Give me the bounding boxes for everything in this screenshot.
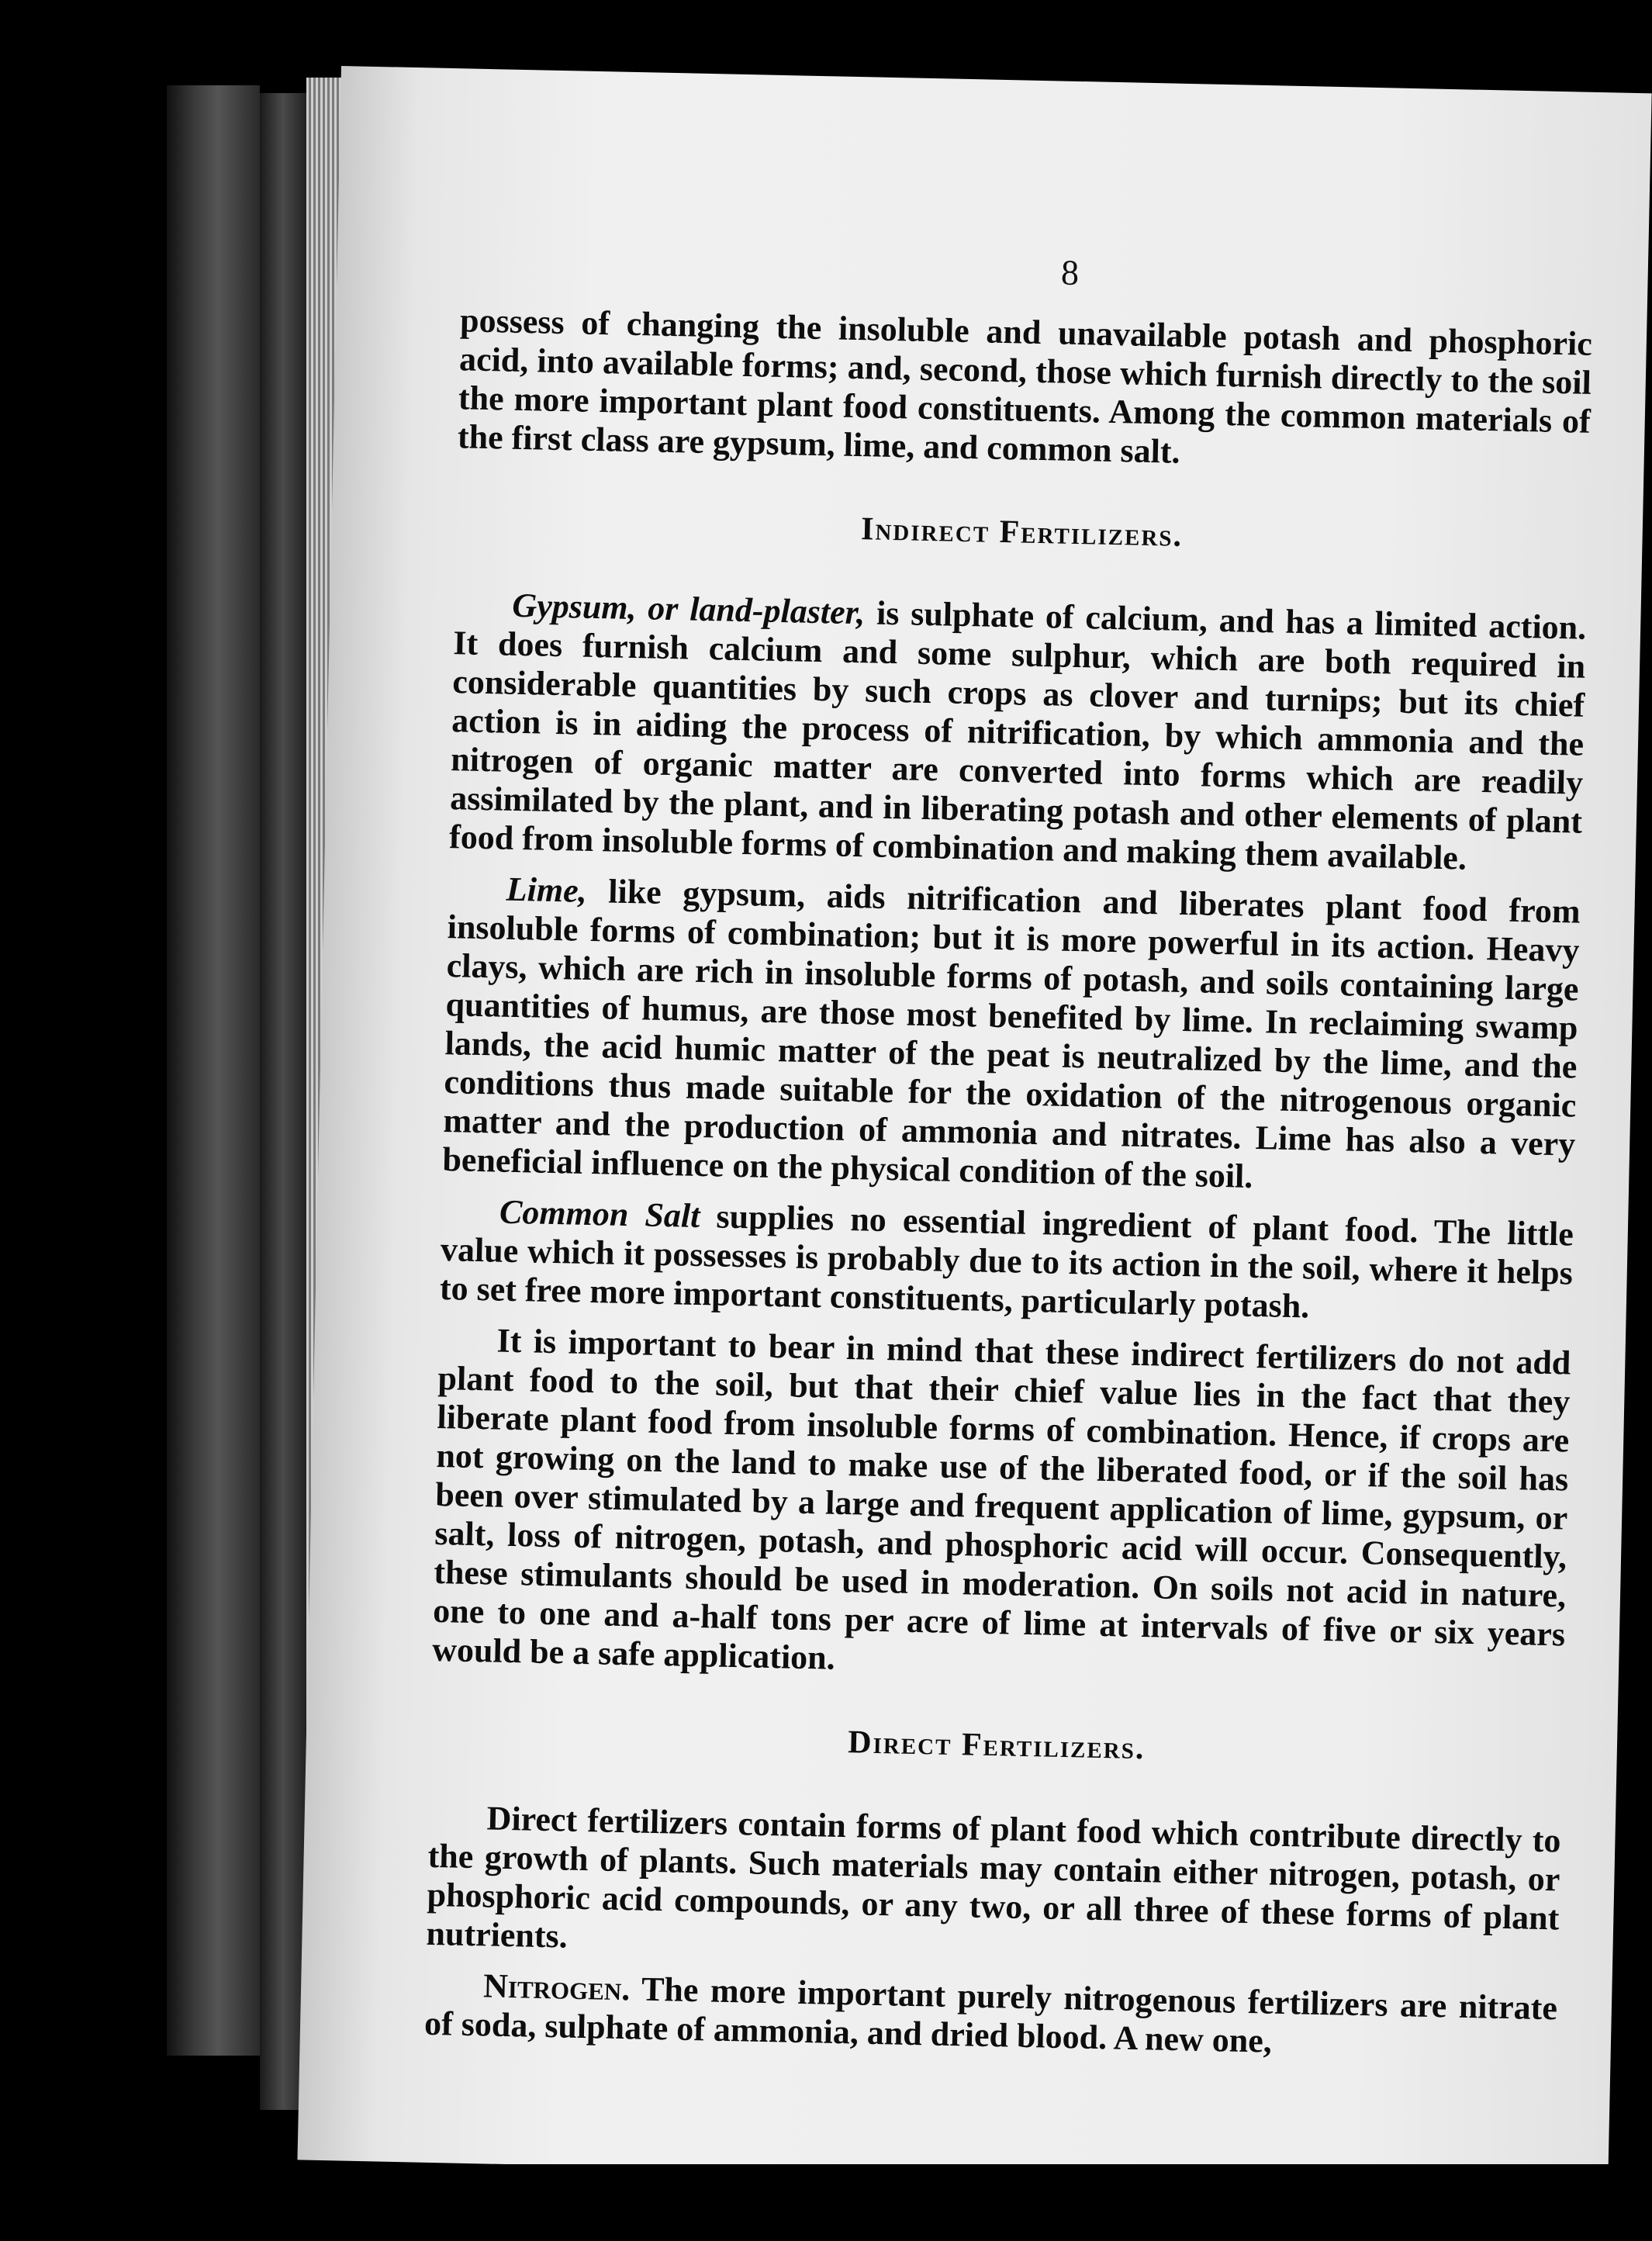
page-body <box>423 301 1592 2079</box>
lime-text: like gypsum, aids nitrification and liberates plant food from insoluble forms of combination; but it is more powerful in its action. Heavy clays, which are rich in insoluble forms of potash, and soils containing large quantities of humus, are those most benefited by lime. In reclaiming swamp lands, the acid humic matter of the peat is neutralized by the lime, and the conditions thus made suitable for the oxidation of the nitrogenous organic matter and the production of ammonia and nitrates. Lime has also a very beneficial influence on the physical condition of the soil. <box>441 871 1581 1195</box>
nitrogen-text: The more important purely nitrogenous fertilizers are nitrate of soda, sulphate of ammonia, and dried blood. A new one, <box>423 1970 1558 2060</box>
term-common-salt: Common Salt <box>499 1192 700 1236</box>
page-number: 8 <box>1060 252 1080 292</box>
heading-direct-fertilizers: Direct Fertilizers. <box>847 1724 1146 1767</box>
book-page <box>297 66 1651 2187</box>
bottom-shadow <box>372 2164 1652 2241</box>
term-lime: Lime, <box>506 870 588 910</box>
binding-strip <box>260 93 306 2110</box>
gypsum-text: is sulphate of calcium, and has a limited action. It does furnish calcium and some sulphur, which are both required in considerable quantities by such crops as clover and turnips; but its chief action is in aiding the process of nitrification, by which ammonia and the nitrogen of organic matter are converted into forms which are readily assimilated by the plant, and in liberating potash and other elements of plant food from insoluble forms of combination and making them available. <box>448 593 1587 877</box>
paragraph-lime <box>442 869 1581 1202</box>
binding-strip <box>167 85 260 2056</box>
paragraph-gypsum <box>449 585 1587 880</box>
paragraph-direct: Direct fertilizers contain forms of plant food which contribute directly to the growth of plants. Such materials may contain either nitrogen, potash, or phosphoric acid compounds, or any two, or all three of these forms of plant nutrients. <box>426 1799 1561 1956</box>
salt-text: supplies no essential ingredient of plant food. The little value which it possesses is probably due to its action in the soil, where it helps to set free more important constituents, particularly potash. <box>439 1197 1574 1326</box>
paragraph-nitrogen <box>424 1966 1558 2067</box>
paragraph-intro: possess of changing the insoluble and unavailable potash and phosphoric acid, into available forms; and, second, those which furnish directly to the soil the more important plant food constituents. Among the common materials of the first class are gypsum, lime, and common salt. <box>457 301 1593 471</box>
paragraph-salt <box>439 1191 1574 1332</box>
term-gypsum: Gypsum, or land-plaster, <box>511 586 866 632</box>
paragraph-important: It is important to bear in mind that these indirect fertilizers do not add plant food to the soil, but that their chief value lies in the fact that they liberate plant food from insoluble forms of combination. Hence, if crops are not growing on the land to make use of the liberated food, or if the soil has been over stimulated by a large and frequent application of lime, gypsum, or salt, loss of nitrogen, potash, and phosphoric acid will occur. Consequently, these stimulants should be used in moderation. On soils not acid in nature, one to one and a-half tons per acre of lime at intervals of five or six years would be a safe application. <box>431 1321 1571 1677</box>
heading-indirect-fertilizers: Indirect Fertilizers. <box>860 511 1184 554</box>
term-nitrogen: Nitrogen. <box>482 1966 631 2008</box>
